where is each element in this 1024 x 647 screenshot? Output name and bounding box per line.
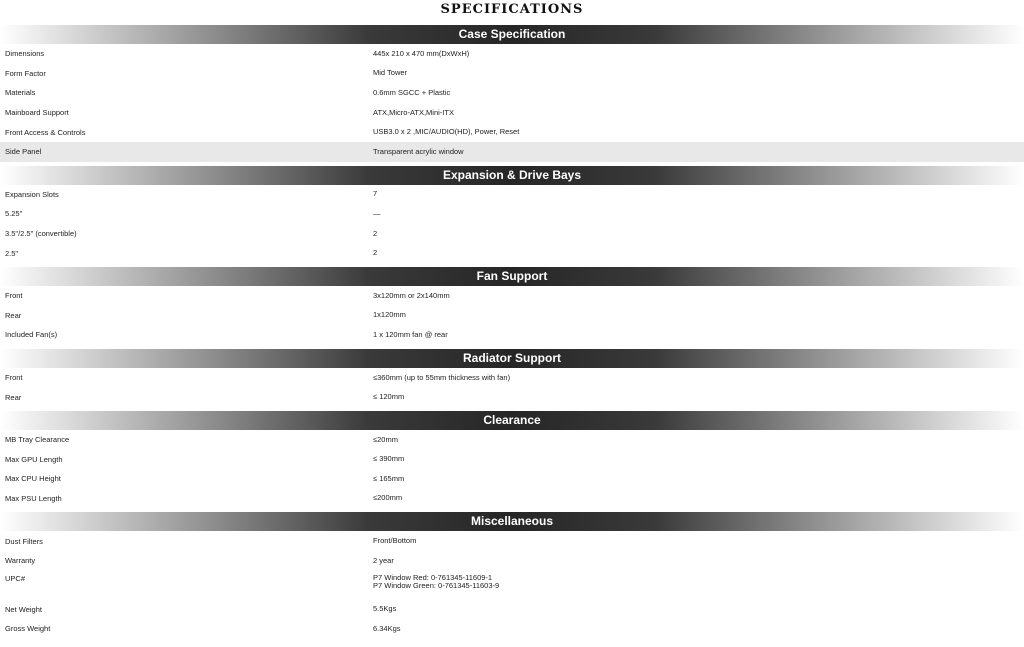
spec-label: Max PSU Length bbox=[5, 493, 62, 503]
spec-label: Max CPU Height bbox=[5, 474, 61, 484]
spec-row bbox=[0, 619, 1024, 639]
spec-value: Front/Bottom bbox=[373, 536, 417, 546]
spec-value: 445x 210 x 470 mm(DxWxH) bbox=[373, 48, 470, 58]
spec-row bbox=[0, 64, 1024, 84]
spec-section bbox=[0, 349, 1024, 407]
spec-value-cell bbox=[373, 393, 1024, 401]
spec-value-cell bbox=[373, 148, 1024, 156]
spec-row bbox=[0, 599, 1024, 619]
spec-value-cell bbox=[373, 69, 1024, 77]
spec-value-secondary: P7 Window Green: 0-761345-11603-9 bbox=[373, 581, 500, 591]
spec-row bbox=[0, 450, 1024, 470]
section-header: Case Specification bbox=[0, 25, 1024, 44]
spec-value: Mid Tower bbox=[373, 68, 408, 78]
spec-value-cell bbox=[373, 292, 1024, 300]
spec-value-cell bbox=[373, 625, 1024, 633]
spec-value: 5.5Kgs bbox=[373, 604, 397, 614]
spec-label: Form Factor bbox=[5, 68, 46, 78]
spec-value: 1 x 120mm fan @ rear bbox=[373, 329, 448, 339]
spec-label: Dust Filters bbox=[5, 536, 43, 546]
spec-value-cell bbox=[373, 494, 1024, 502]
spec-section bbox=[0, 166, 1024, 263]
spec-value: 1x120mm bbox=[373, 310, 406, 320]
spec-value: ≤ 165mm bbox=[373, 473, 405, 483]
spec-row bbox=[0, 306, 1024, 326]
spec-label: 5.25" bbox=[5, 209, 23, 219]
spec-value: ≤200mm bbox=[373, 493, 403, 503]
spec-value-cell bbox=[373, 436, 1024, 444]
spec-value-cell bbox=[373, 50, 1024, 58]
spec-value: ≤20mm bbox=[373, 434, 398, 444]
section-header: Fan Support bbox=[0, 267, 1024, 286]
spec-row bbox=[0, 368, 1024, 388]
spec-label: Front bbox=[5, 373, 23, 383]
spec-value: ≤ 390mm bbox=[373, 454, 405, 464]
spec-label: Max GPU Length bbox=[5, 454, 63, 464]
spec-value: Transparent acrylic window bbox=[373, 146, 464, 156]
section-header: Expansion & Drive Bays bbox=[0, 166, 1024, 185]
spec-section bbox=[0, 267, 1024, 345]
spec-value-cell bbox=[373, 249, 1024, 257]
spec-label: Expansion Slots bbox=[5, 189, 59, 199]
spec-label: 2.5" bbox=[5, 248, 19, 258]
spec-table bbox=[0, 25, 1024, 639]
spec-row bbox=[0, 570, 1024, 599]
spec-label: UPC# bbox=[5, 574, 26, 584]
spec-value-cell bbox=[373, 128, 1024, 136]
spec-value-cell bbox=[373, 190, 1024, 198]
spec-row bbox=[0, 224, 1024, 244]
spec-row bbox=[0, 103, 1024, 123]
spec-value: 0.6mm SGCC + Plastic bbox=[373, 87, 451, 97]
spec-value-cell bbox=[373, 230, 1024, 238]
spec-row bbox=[0, 387, 1024, 407]
spec-row bbox=[0, 142, 1024, 162]
spec-label: Included Fan(s) bbox=[5, 330, 58, 340]
spec-row bbox=[0, 286, 1024, 306]
spec-label: Front bbox=[5, 291, 23, 301]
section-header: Clearance bbox=[0, 411, 1024, 430]
spec-row bbox=[0, 325, 1024, 345]
spec-value: ≤360mm (up to 55mm thickness with fan) bbox=[373, 372, 511, 382]
spec-label: Gross Weight bbox=[5, 624, 51, 634]
spec-label: Mainboard Support bbox=[5, 108, 69, 118]
spec-value-cell bbox=[373, 557, 1024, 565]
spec-value-cell bbox=[373, 574, 1024, 590]
spec-label: Warranty bbox=[5, 556, 36, 566]
spec-label: Side Panel bbox=[5, 147, 42, 157]
spec-label: Rear bbox=[5, 310, 22, 320]
spec-row bbox=[0, 469, 1024, 489]
spec-section bbox=[0, 25, 1024, 162]
spec-label: Rear bbox=[5, 392, 22, 402]
spec-value: 6.34Kgs bbox=[373, 623, 401, 633]
spec-value: P7 Window Red: 0-761345-11609-1 bbox=[373, 573, 493, 583]
spec-value: — bbox=[373, 208, 381, 218]
spec-row bbox=[0, 204, 1024, 224]
spec-value-cell bbox=[373, 475, 1024, 483]
spec-section bbox=[0, 512, 1024, 638]
spec-row bbox=[0, 430, 1024, 450]
spec-value: ≤ 120mm bbox=[373, 392, 405, 402]
spec-value: ATX,Micro-ATX,Mini-ITX bbox=[373, 107, 454, 117]
spec-row bbox=[0, 83, 1024, 103]
spec-value: USB3.0 x 2 ,MIC/AUDIO(HD), Power, Reset bbox=[373, 127, 520, 137]
spec-label: MB Tray Clearance bbox=[5, 435, 70, 445]
spec-label: Net Weight bbox=[5, 604, 42, 614]
spec-value-cell bbox=[373, 311, 1024, 319]
spec-value: 3x120mm or 2x140mm bbox=[373, 290, 450, 300]
spec-value: 2 bbox=[373, 248, 378, 258]
spec-label: 3.5"/2.5" (convertible) bbox=[5, 229, 77, 239]
spec-label: Dimensions bbox=[5, 49, 45, 59]
spec-value: 2 year bbox=[373, 555, 394, 565]
page-title: SPECIFICATIONS bbox=[440, 2, 584, 17]
spec-row bbox=[0, 44, 1024, 64]
spec-row bbox=[0, 122, 1024, 142]
spec-row bbox=[0, 551, 1024, 571]
spec-value-cell bbox=[373, 331, 1024, 339]
spec-section bbox=[0, 411, 1024, 508]
spec-value: 7 bbox=[373, 189, 378, 199]
spec-value-cell bbox=[373, 605, 1024, 613]
spec-value-cell bbox=[373, 89, 1024, 97]
spec-value: 2 bbox=[373, 228, 378, 238]
spec-value-cell bbox=[373, 210, 1024, 218]
spec-label: Materials bbox=[5, 88, 36, 98]
spec-row bbox=[0, 531, 1024, 551]
spec-value-cell bbox=[373, 455, 1024, 463]
section-header: Miscellaneous bbox=[0, 512, 1024, 531]
spec-value-cell bbox=[373, 109, 1024, 117]
spec-value-cell bbox=[373, 537, 1024, 545]
spec-label: Front Access & Controls bbox=[5, 127, 86, 137]
spec-value-cell bbox=[373, 374, 1024, 382]
spec-row bbox=[0, 489, 1024, 509]
section-header: Radiator Support bbox=[0, 349, 1024, 368]
spec-row bbox=[0, 185, 1024, 205]
spec-row bbox=[0, 243, 1024, 263]
